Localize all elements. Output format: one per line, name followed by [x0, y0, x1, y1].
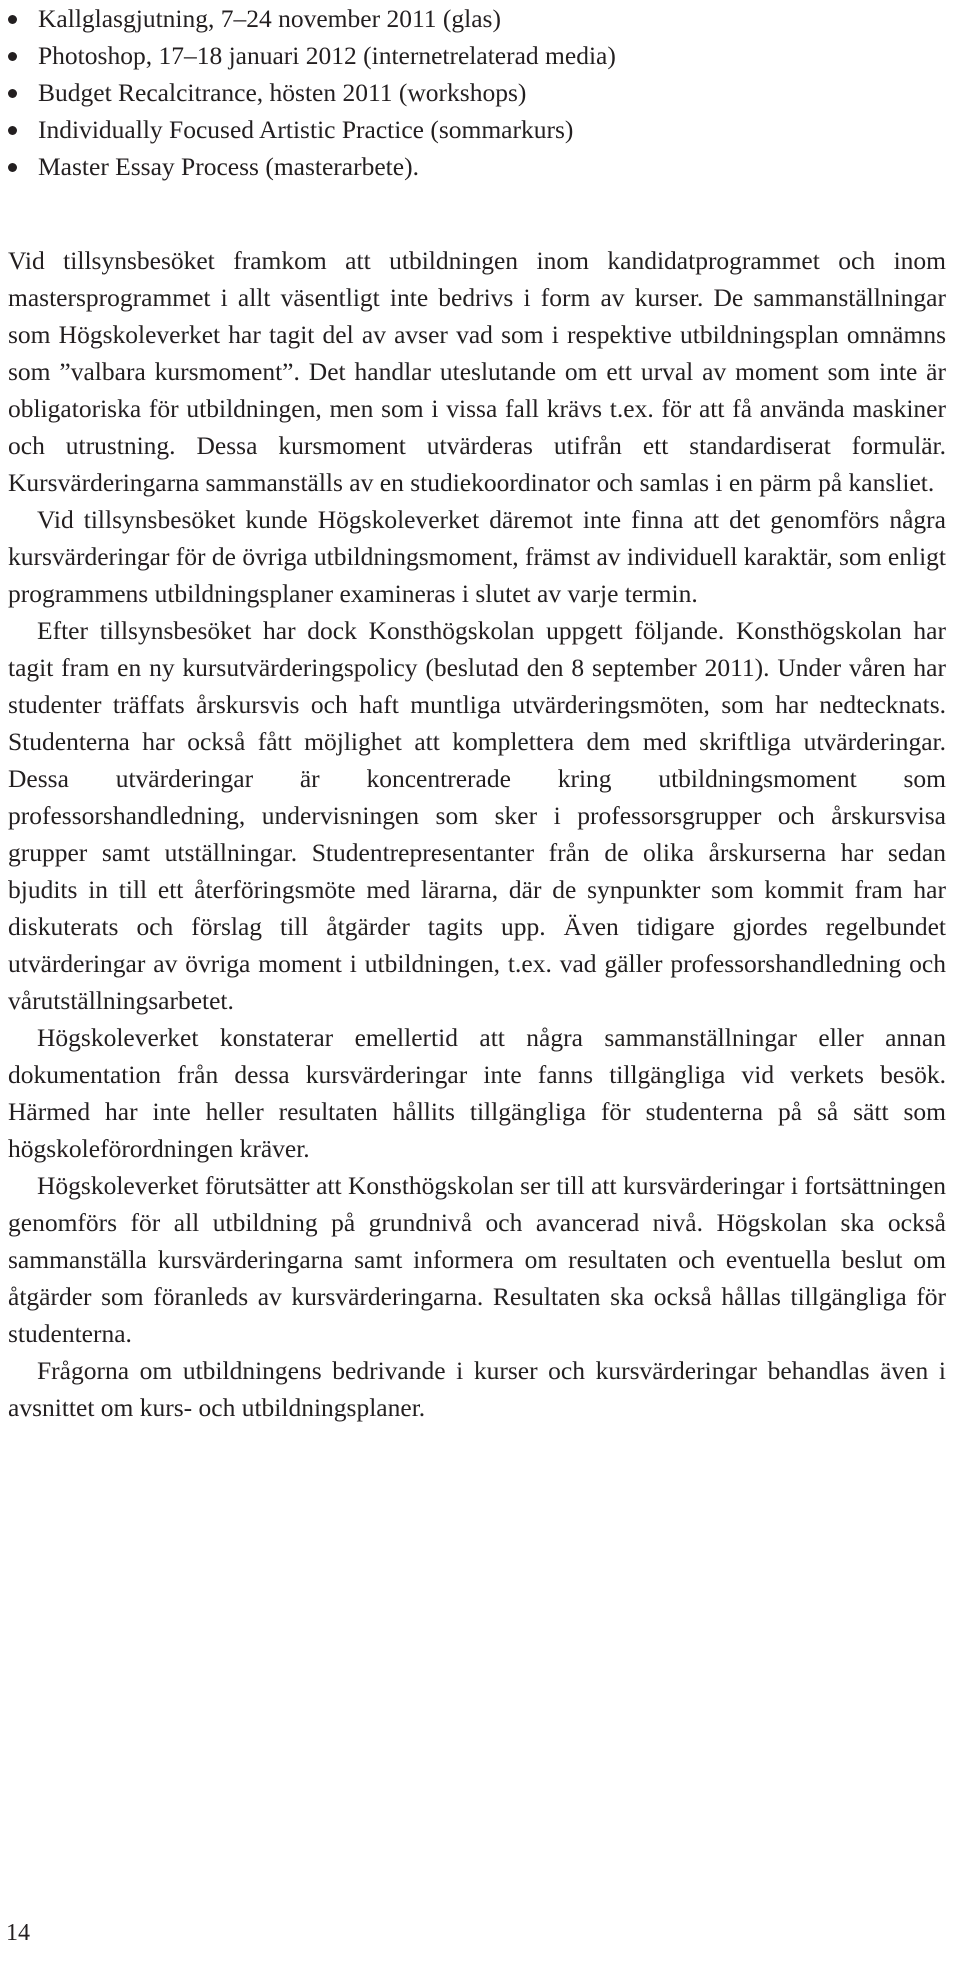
- bullet-item: [8, 74, 946, 111]
- bullet-list: [8, 0, 946, 185]
- paragraph: Högskoleverket förutsätter att Konsthögskolan ser till att kursvärderingar i fortsättningen genomförs för all utbildning på grundnivå och avancerad nivå. Högskolan ska också sammanställa kursvärderingarna samt informera om resultaten och eventuella beslut om åtgärder som föranleds av kursvärderingarna. Resultaten ska också hållas tillgängliga för studenterna.: [8, 1171, 946, 1348]
- paragraph: Vid tillsynsbesöket kunde Högskoleverket däremot inte finna att det genomförs några kursvärderingar för de övriga utbildningsmoment, främst av individuell karaktär, som enligt programmens utbildningsplaner examineras i slutet av varje termin.: [8, 505, 946, 608]
- bullet-item: [8, 148, 946, 185]
- paragraph: Efter tillsynsbesöket har dock Konsthögskolan uppgett följande. Konsthögskolan har tagit fram en ny kursutvärderingspolicy (beslutad den 8 september 2011). Under våren har studenter träffats årskursvis och haft muntliga utvärderingsmöten, som har nedtecknats. Studenterna har också fått möjlighet att komplettera dem med skriftliga utvärderingar. Dessa utvärderingar är koncentrerade kring utbildningsmoment som professorshandledning, undervisningen som sker i professorsgrupper och årskursvisa grupper samt utställningar. Studentrepresentanter från de olika årskurserna har sedan bjudits in till ett återföringsmöte med lärarna, där de synpunkter som kommit fram har diskuterats och förslag till åtgärder tagits upp. Även tidigare gjordes regelbundet utvärderingar av övriga moment i utbildningen, t.ex. vad gäller professorshandledning och vårutställningsarbetet.: [8, 616, 946, 1015]
- bullet-icon: [8, 126, 17, 135]
- bullet-icon: [8, 52, 17, 61]
- bullet-text: Kallglasgjutning, 7–24 november 2011 (glas): [38, 4, 501, 33]
- bullet-text: Budget Recalcitrance, hösten 2011 (workshops): [38, 78, 527, 107]
- paragraph: Vid tillsynsbesöket framkom att utbildningen inom kandidatprogrammet och inom mastersprogrammet i allt väsentligt inte bedrivs i form av kurser. De sammanställningar som Högskoleverket har tagit del av avser vad som i respektive utbildningsplan omnämns som ”valbara kursmoment”. Det handlar uteslutande om ett urval av moment som inte är obligatoriska för utbildningen, men som i vissa fall krävs t.ex. för att få använda maskiner och utrustning. Dessa kursmoment utvärderas utifrån ett standardiserat formulär. Kursvärderingarna sammanställs av en studiekoordinator och samlas i en pärm på kansliet.: [8, 246, 946, 497]
- page-number: 14: [6, 1920, 30, 1946]
- bullet-item: [8, 37, 946, 74]
- bullet-icon: [8, 89, 17, 98]
- bullet-text: Individually Focused Artistic Practice (sommarkurs): [38, 115, 574, 144]
- bullet-text: Photoshop, 17–18 januari 2012 (internetrelaterad media): [38, 41, 616, 70]
- bullet-text: Master Essay Process (masterarbete).: [38, 152, 419, 181]
- paragraph: Högskoleverket konstaterar emellertid att några sammanställningar eller annan dokumentation från dessa kursvärderingar inte fanns tillgängliga vid verkets besök. Härmed har inte heller resultaten hållits tillgängliga för studenterna på så sätt som högskoleförordningen kräver.: [8, 1023, 946, 1163]
- bullet-icon: [8, 163, 17, 172]
- bullet-item: [8, 0, 946, 37]
- body-text: [8, 242, 946, 1426]
- paragraph: Frågorna om utbildningens bedrivande i kurser och kursvärderingar behandlas även i avsnittet om kurs- och utbildningsplaner.: [8, 1356, 946, 1422]
- bullet-item: [8, 111, 946, 148]
- bullet-icon: [8, 15, 17, 24]
